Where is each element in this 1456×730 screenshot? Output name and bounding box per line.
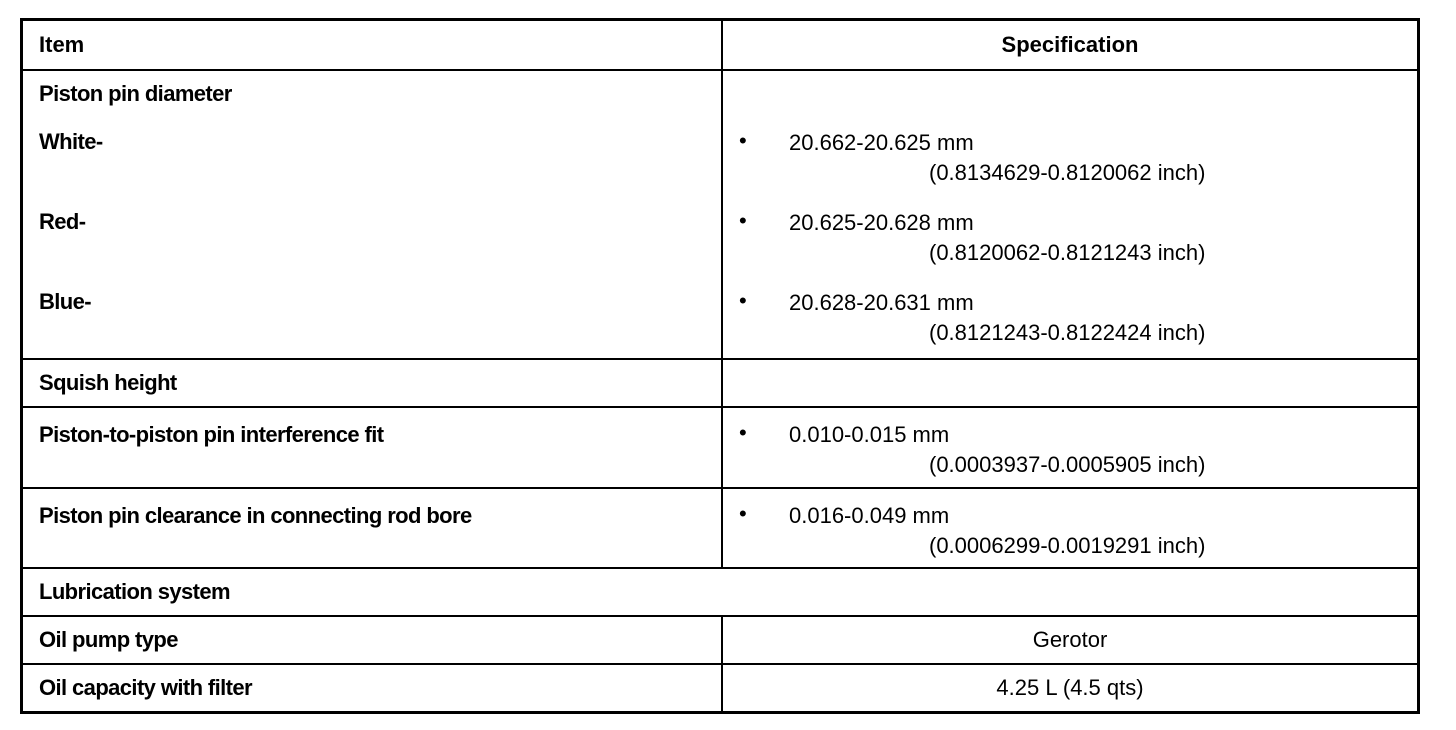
pin-clearance-mm: 0.016-0.049 mm — [789, 503, 950, 528]
pin-clearance-row — [23, 489, 1417, 569]
bullet: • — [739, 420, 747, 445]
lubrication-row — [23, 569, 1417, 617]
white-label: White- — [39, 129, 103, 154]
header-row — [23, 21, 1417, 71]
bullet: • — [739, 208, 747, 233]
squish-height-row — [23, 360, 1417, 408]
oil-capacity-value: 4.25 L (4.5 qts) — [996, 675, 1144, 700]
blue-inch: (0.8121243-0.8122424 inch) — [929, 320, 1206, 345]
white-spec — [739, 128, 1205, 188]
header-item: Item — [23, 21, 723, 69]
squish-height-label: Squish height — [23, 360, 723, 406]
red-label: Red- — [39, 209, 86, 234]
interference-fit-label: Piston-to-piston pin interference fit — [23, 408, 723, 487]
squish-height-value — [723, 360, 1417, 406]
interference-fit-inch: (0.0003937-0.0005905 inch) — [929, 452, 1206, 477]
red-mm: 20.625-20.628 mm — [789, 210, 974, 235]
white-mm: 20.662-20.625 mm — [789, 130, 974, 155]
oil-pump-value: Gerotor — [1032, 627, 1108, 652]
bullet: • — [739, 128, 747, 153]
pin-clearance-spec — [739, 501, 1401, 561]
lubrication-system-label: Lubrication system — [39, 579, 230, 604]
interference-fit-row — [23, 408, 1417, 489]
oil-pump-row — [23, 617, 1417, 665]
blue-mm: 20.628-20.631 mm — [789, 290, 974, 315]
blue-spec — [739, 288, 1205, 348]
white-inch: (0.8134629-0.8120062 inch) — [929, 160, 1206, 185]
spec-table — [20, 18, 1420, 714]
oil-capacity-label: Oil capacity with filter — [23, 665, 723, 711]
pin-clearance-inch: (0.0006299-0.0019291 inch) — [929, 533, 1206, 558]
blue-label: Blue- — [39, 289, 92, 314]
oil-pump-label: Oil pump type — [23, 617, 723, 663]
interference-fit-spec — [739, 420, 1401, 480]
interference-fit-mm: 0.010-0.015 mm — [789, 422, 950, 447]
bullet: • — [739, 288, 747, 313]
pin-clearance-label: Piston pin clearance in connecting rod bore — [23, 489, 723, 567]
red-spec — [739, 208, 1205, 268]
oil-capacity-row — [23, 665, 1417, 711]
red-inch: (0.8120062-0.8121243 inch) — [929, 240, 1206, 265]
header-specification: Specification — [1001, 32, 1139, 57]
piston-pin-diameter-row — [23, 71, 1417, 360]
piston-pin-diameter-label: Piston pin diameter — [39, 81, 232, 106]
bullet: • — [739, 501, 747, 526]
